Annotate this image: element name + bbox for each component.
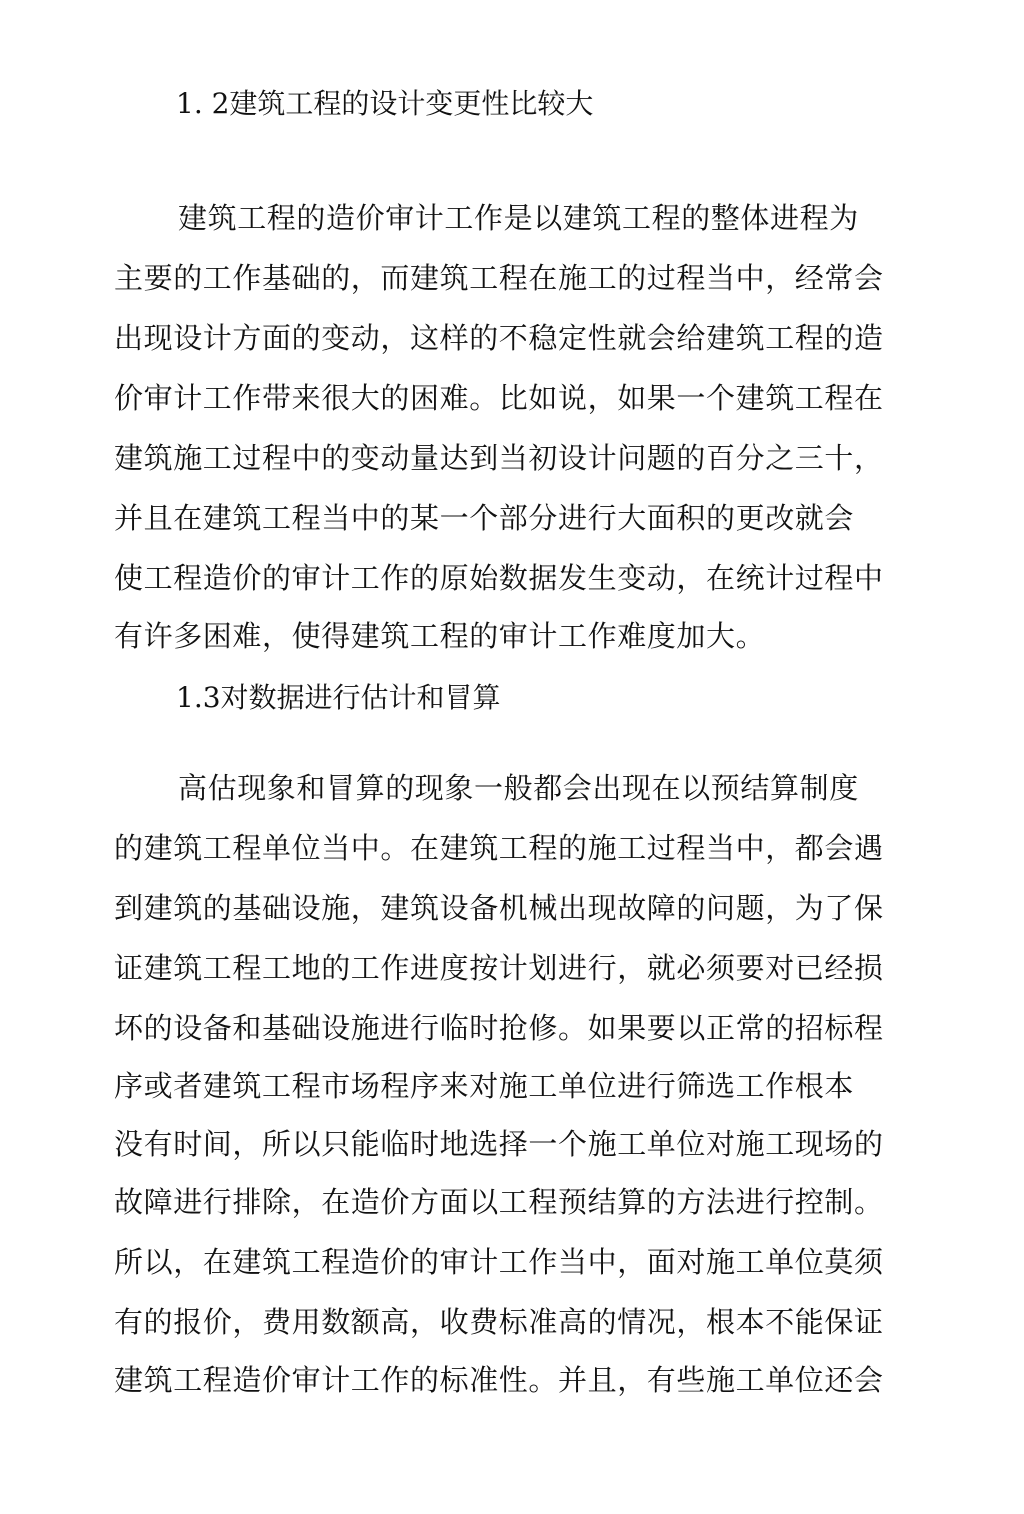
paragraph-line: 有许多困难，使得建筑工程的审计工作难度加大。	[114, 619, 766, 653]
paragraph-line: 建筑工程的造价审计工作是以建筑工程的整体进程为	[178, 201, 859, 235]
paragraph-line: 出现设计方面的变动，这样的不稳定性就会给建筑工程的造	[114, 321, 884, 355]
paragraph-line: 的建筑工程单位当中。在建筑工程的施工过程当中，都会遇	[114, 831, 884, 865]
section-heading-1-3: 1.3对数据进行估计和冒算	[176, 681, 501, 714]
paragraph-line: 坏的设备和基础设施进行临时抢修。如果要以正常的招标程	[114, 1011, 884, 1045]
section-heading-1-2: 1. 2建筑工程的设计变更性比较大	[176, 87, 594, 120]
paragraph-line: 并且在建筑工程当中的某一个部分进行大面积的更改就会	[114, 501, 855, 535]
paragraph-line: 价审计工作带来很大的困难。比如说，如果一个建筑工程在	[114, 381, 884, 415]
paragraph-line: 使工程造价的审计工作的原始数据发生变动，在统计过程中	[114, 561, 884, 595]
paragraph-line: 故障进行排除，在造价方面以工程预结算的方法进行控制。	[114, 1185, 884, 1219]
paragraph-line: 有的报价，费用数额高，收费标准高的情况，根本不能保证	[114, 1305, 884, 1339]
paragraph-line: 高估现象和冒算的现象一般都会出现在以预结算制度	[178, 771, 859, 805]
paragraph-line: 所以，在建筑工程造价的审计工作当中，面对施工单位莫须	[114, 1245, 884, 1279]
paragraph-line: 到建筑的基础设施，建筑设备机械出现故障的问题，为了保	[114, 891, 884, 925]
paragraph-line: 序或者建筑工程市场程序来对施工单位进行筛选工作根本	[114, 1069, 855, 1103]
paragraph-line: 建筑施工过程中的变动量达到当初设计问题的百分之三十，	[114, 441, 884, 475]
paragraph-line: 没有时间，所以只能临时地选择一个施工单位对施工现场的	[114, 1127, 884, 1161]
paragraph-line: 建筑工程造价审计工作的标准性。并且，有些施工单位还会	[114, 1363, 884, 1397]
paragraph-line: 主要的工作基础的，而建筑工程在施工的过程当中，经常会	[114, 261, 884, 295]
paragraph-line: 证建筑工程工地的工作进度按计划进行，就必须要对已经损	[114, 951, 884, 985]
